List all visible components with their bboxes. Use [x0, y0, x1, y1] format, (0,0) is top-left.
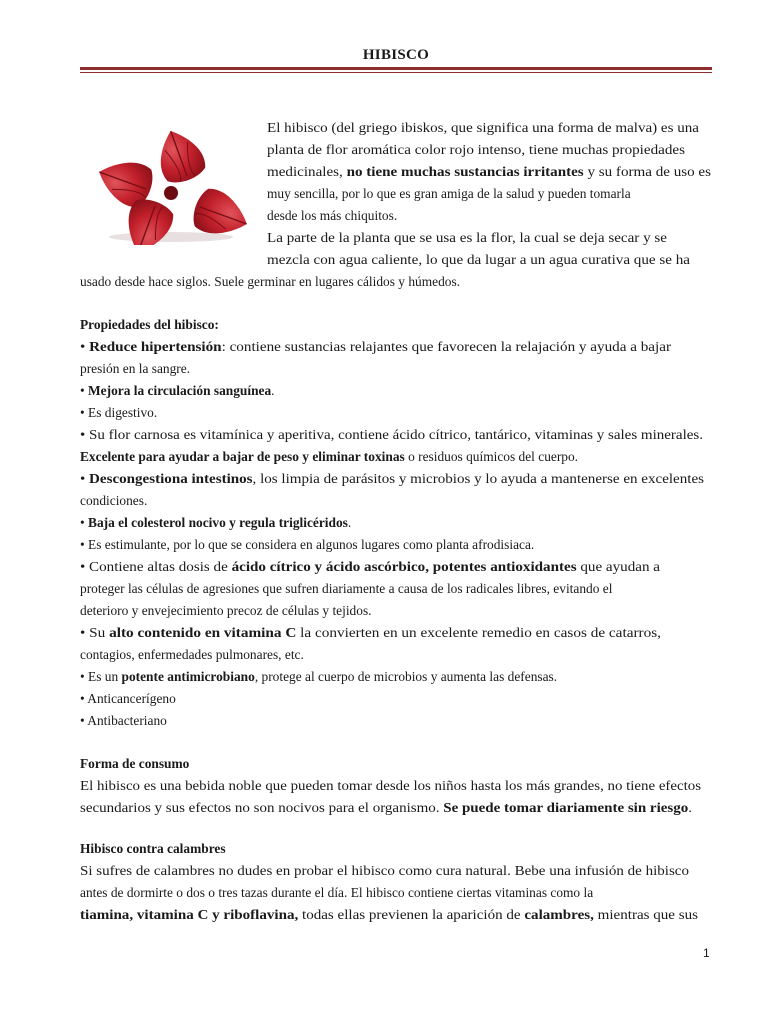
- text-run: .: [271, 383, 275, 398]
- text-line: [80, 626, 661, 639]
- text-run: • Es digestivo.: [80, 405, 158, 420]
- text-line: [80, 494, 147, 507]
- page-number: 1: [703, 946, 710, 960]
- text-run: proteger las células de agresiones que sufren diariamente a causa de los radicales libres, evitando el: [80, 581, 613, 596]
- text-run: •: [80, 471, 90, 486]
- text-run: • Su flor carnosa es vitamínica y aperitiva, contiene ácido cítrico, tantárico, vitaminas y sales minerales.: [80, 427, 703, 442]
- text-line: [80, 384, 275, 397]
- text-run: •: [80, 339, 90, 354]
- text-line: [80, 757, 189, 770]
- text-line: [80, 318, 219, 331]
- text-run: mezcla con agua caliente, lo que da lugar a un agua curativa que se ha: [267, 252, 690, 267]
- text-run: todas ellas previenen la aparición de: [298, 907, 525, 922]
- text-run: desde los más chiquitos.: [267, 208, 398, 223]
- text-run: antes de dormirte o dos o tres tazas durante el día. El hibisco contiene ciertas vitaminas como la: [80, 885, 594, 900]
- text-line: [80, 908, 698, 921]
- text-line: [80, 864, 689, 877]
- bold-run: Baja el colesterol nocivo y regula triglicéridos: [88, 515, 348, 530]
- text-line: [80, 560, 660, 573]
- bold-run: tiamina, vitamina C y riboflavina,: [80, 907, 299, 922]
- text-line: [80, 538, 534, 551]
- text-line: [267, 143, 685, 156]
- text-run: planta de flor aromática color rojo intenso, tiene muchas propiedades: [267, 142, 685, 157]
- text-run: • Antibacteriano: [80, 713, 167, 728]
- text-run: condiciones.: [80, 493, 148, 508]
- text-run: El hibisco (del griego ibiskos, que significa una forma de malva) es una: [267, 120, 699, 135]
- text-run: deterioro y envejecimiento precoz de células y tejidos.: [80, 603, 372, 618]
- bold-run: Reduce hipertensión: [89, 339, 222, 354]
- text-line: [80, 842, 226, 855]
- text-run: , los limpia de parásitos y microbios y lo ayuda a mantenerse en excelentes: [252, 471, 704, 486]
- text-line: [80, 275, 460, 288]
- text-run: • Es estimulante, por lo que se considera en algunos lugares como planta afrodisiaca.: [80, 537, 535, 552]
- text-line: [80, 648, 304, 661]
- text-line: [80, 428, 703, 441]
- text-run: y su forma de uso es: [583, 164, 711, 179]
- text-run: mientras que sus: [593, 907, 698, 922]
- text-run: • Contiene altas dosis de: [80, 559, 232, 574]
- document-title: HIBISCO: [362, 47, 430, 63]
- bold-run: Mejora la circulación sanguínea: [88, 383, 272, 398]
- text-run: • Es un: [80, 669, 122, 684]
- text-run: •: [80, 515, 89, 530]
- bold-run: Hibisco contra calambres: [80, 841, 226, 856]
- text-line: [80, 692, 176, 705]
- text-line: [80, 516, 351, 529]
- text-line: [80, 406, 157, 419]
- bold-run: potente antimicrobiano: [121, 669, 255, 684]
- text-line: [80, 886, 593, 899]
- hibiscus-flowers-image: [93, 125, 250, 245]
- text-line: [80, 779, 701, 792]
- text-run: •: [80, 383, 89, 398]
- bold-run: alto contenido en vitamina C: [109, 625, 297, 640]
- text-line: [80, 714, 167, 727]
- text-line: [80, 472, 704, 485]
- text-run: • Anticancerígeno: [80, 691, 176, 706]
- bold-run: Forma de consumo: [80, 756, 190, 771]
- text-line: [267, 231, 667, 244]
- text-line: [267, 121, 699, 134]
- text-run: usado desde hace siglos. Suele germinar en lugares cálidos y húmedos.: [80, 274, 461, 289]
- text-run: la convierten en un excelente remedio en casos de catarros,: [296, 625, 661, 640]
- title-rule-thin: [80, 72, 712, 73]
- text-run: o residuos químicos del cuerpo.: [404, 449, 579, 464]
- text-line: [80, 450, 578, 463]
- text-run: El hibisco es una bebida noble que pueden tomar desde los niños hasta los más grandes, no tiene efectos: [80, 778, 701, 793]
- text-run: .: [688, 800, 692, 815]
- text-line: [80, 801, 692, 814]
- bold-run: Descongestiona intestinos: [89, 471, 253, 486]
- text-line: [80, 604, 372, 617]
- text-run: , protege al cuerpo de microbios y aumenta las defensas.: [254, 669, 558, 684]
- bold-run: calambres,: [524, 907, 594, 922]
- text-line: [80, 362, 190, 375]
- text-line: [80, 582, 612, 595]
- bold-run: Propiedades del hibisco:: [80, 317, 219, 332]
- text-run: • Su: [80, 625, 110, 640]
- text-run: : contiene sustancias relajantes que favorecen la relajación y ayuda a bajar: [221, 339, 671, 354]
- bold-run: ácido cítrico y ácido ascórbico, potentes antioxidantes: [231, 559, 577, 574]
- text-run: presión en la sangre.: [80, 361, 191, 376]
- title-rule-thick: [80, 67, 712, 70]
- bold-run: Excelente para ayudar a bajar de peso y eliminar toxinas: [80, 449, 405, 464]
- text-line: [267, 253, 690, 266]
- text-line: [80, 670, 557, 683]
- text-run: secundarios y sus efectos no son nocivos para el organismo.: [80, 800, 444, 815]
- text-run: muy sencilla, por lo que es gran amiga de la salud y pueden tomarla: [267, 186, 631, 201]
- text-run: La parte de la planta que se usa es la flor, la cual se deja secar y se: [267, 230, 667, 245]
- text-run: .: [347, 515, 352, 530]
- text-line: [267, 187, 631, 200]
- text-line: [267, 165, 711, 178]
- text-run: medicinales,: [267, 164, 347, 179]
- text-run: Si sufres de calambres no dudes en probar el hibisco como cura natural. Bebe una infusión de hibisco: [80, 863, 689, 878]
- text-run: contagios, enfermedades pulmonares, etc.: [80, 647, 304, 662]
- text-line: [267, 209, 397, 222]
- bold-run: no tiene muchas sustancias irritantes: [346, 164, 584, 179]
- bold-run: Se puede tomar diariamente sin riesgo: [443, 800, 689, 815]
- text-line: [80, 340, 671, 353]
- text-run: que ayudan a: [576, 559, 660, 574]
